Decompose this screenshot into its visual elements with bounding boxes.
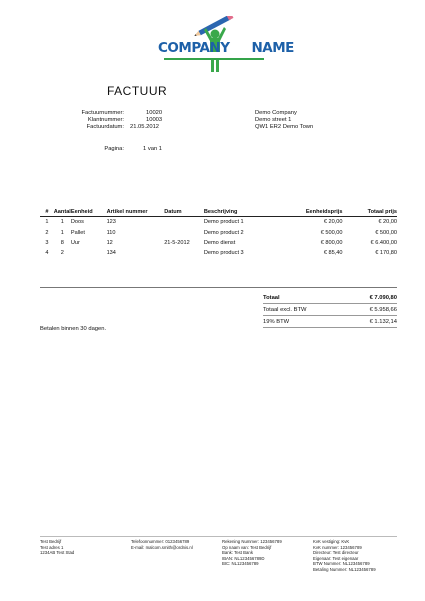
total-row [263,292,397,304]
footer-line: Eigenaar: Test eigenaar [313,555,359,561]
footer-line: Rekening Nummer: 123456789 [222,539,282,544]
total-excl-vat-row [263,304,397,316]
customer-number-label: Klantnummer: [87,117,124,124]
footer-line: Op naam van: Test Bedrijf [222,544,272,550]
row-article-number: 123 [106,219,116,226]
row-date [164,227,204,237]
row-quantity: 1 [60,229,64,236]
row-total-price: € 170,80 [375,250,397,257]
footer-line: IBAN: NL123456789D [222,555,265,561]
invoice-meta-labels [60,110,124,132]
total-excl-vat-label: Totaal excl. BTW [263,306,307,313]
customer-address-line: QW1 ER2 Demo Town [255,124,314,131]
company-logo [158,16,294,74]
footer-line: Test adres 1 [40,544,64,550]
footer-line: Directeur: Test directeur [313,550,359,556]
footer-divider [40,536,397,537]
table-row [40,238,397,248]
table-header-row [40,208,397,217]
row-unit: Uur [70,239,80,246]
footer-registration [313,539,376,573]
column-header: Eenheid [71,208,107,217]
footer-line: Telefoonnummer: 0123456789 [131,539,190,544]
vat-row [263,316,397,328]
column-header: Eenheidsprijs [289,208,343,217]
row-total-price: € 6.400,00 [370,239,397,246]
row-article-number: 110 [106,229,116,236]
footer-contact [131,539,193,550]
invoice-meta-values [130,110,162,132]
invoice-date-label: Factuurdatum: [86,124,124,131]
page-label: Pagina: [104,146,124,152]
company-logo-text [158,40,294,56]
customer-number-value: 10003 [146,117,163,124]
row-unit-price: € 20,00 [323,219,343,226]
row-number: 2 [45,229,49,236]
row-date [164,217,204,228]
row-unit [71,248,107,258]
row-article-number: 134 [106,250,116,257]
row-unit-price: € 500,00 [320,229,343,236]
footer-line: E-mail: malcom.smith@ordnis.nl [131,544,193,550]
footer-line: Betaling Nummer: NL123456789 [313,566,376,572]
row-description: Demo product 1 [203,219,244,226]
document-title: FACTUUR [107,84,168,98]
invoice-number-value: 10020 [146,110,163,116]
table-row [40,217,397,228]
column-header: Aantal [53,209,71,215]
row-unit: Doos [70,219,84,226]
customer-address-line: Demo street 1 [255,117,292,124]
row-quantity: 1 [60,219,64,226]
footer-bank-details [222,539,282,567]
row-unit-price: € 800,00 [320,239,343,246]
invoice-items-table [40,208,397,259]
totals-divider [40,287,397,288]
footer-line: KvK vestiging: KvK [313,539,350,544]
footer-company-address [40,539,74,556]
totals-block [263,292,397,328]
column-header: Artikel nummer [107,208,165,217]
row-quantity: 8 [60,239,64,246]
footer-line: KvK nummer: 123456789 [313,544,362,550]
row-description: Demo product 2 [203,229,244,236]
column-header: Beschrijving [204,208,289,217]
column-header: # [40,208,54,217]
column-header: Totaal prijs [343,208,398,217]
footer-line: 1234AB Test Stad [40,550,75,556]
row-description: Demo dienst [203,239,236,246]
table-row [40,227,397,237]
row-number: 4 [45,250,49,257]
row-total-price: € 500,00 [375,229,397,236]
total-label: Totaal [263,294,280,301]
footer-line: BIC: NL123456789 [222,561,259,567]
vat-label: 19% BTW [263,318,290,325]
payment-terms: Betalen binnen 30 dagen. [40,326,107,332]
row-unit-price: € 85,40 [323,250,343,257]
customer-address [255,110,313,132]
table-row [40,248,397,258]
logo-underline [164,58,264,60]
column-header: Datum [164,208,204,217]
footer-line: Bank: Test Bank [222,550,253,556]
page-value: 1 van 1 [143,146,163,152]
total-excl-vat-value: € 5.958,66 [369,306,397,313]
customer-address-line: Demo Company [255,110,297,116]
vat-value: € 1.132,14 [369,318,397,325]
row-date: 21-5-2012 [164,239,190,246]
row-article-number: 12 [106,239,113,246]
invoice-date-value: 21.05.2012 [130,124,160,131]
total-value: € 7.090,80 [369,294,397,301]
row-number: 1 [45,219,49,226]
row-total-price: € 20,00 [378,219,397,226]
row-quantity: 2 [60,250,64,257]
row-date [164,248,204,258]
row-number: 3 [45,239,49,246]
row-description: Demo product 3 [203,250,244,257]
invoice-number-label: Factuurnummer: [81,110,124,116]
logo-word-company: COMPANY [158,40,230,56]
footer-line: BTW Nummer: NL123456789 [313,561,370,567]
row-unit: Pallet [70,229,85,236]
footer-line: Test Bedrijf [40,539,62,544]
logo-word-name: NAME [251,40,294,56]
